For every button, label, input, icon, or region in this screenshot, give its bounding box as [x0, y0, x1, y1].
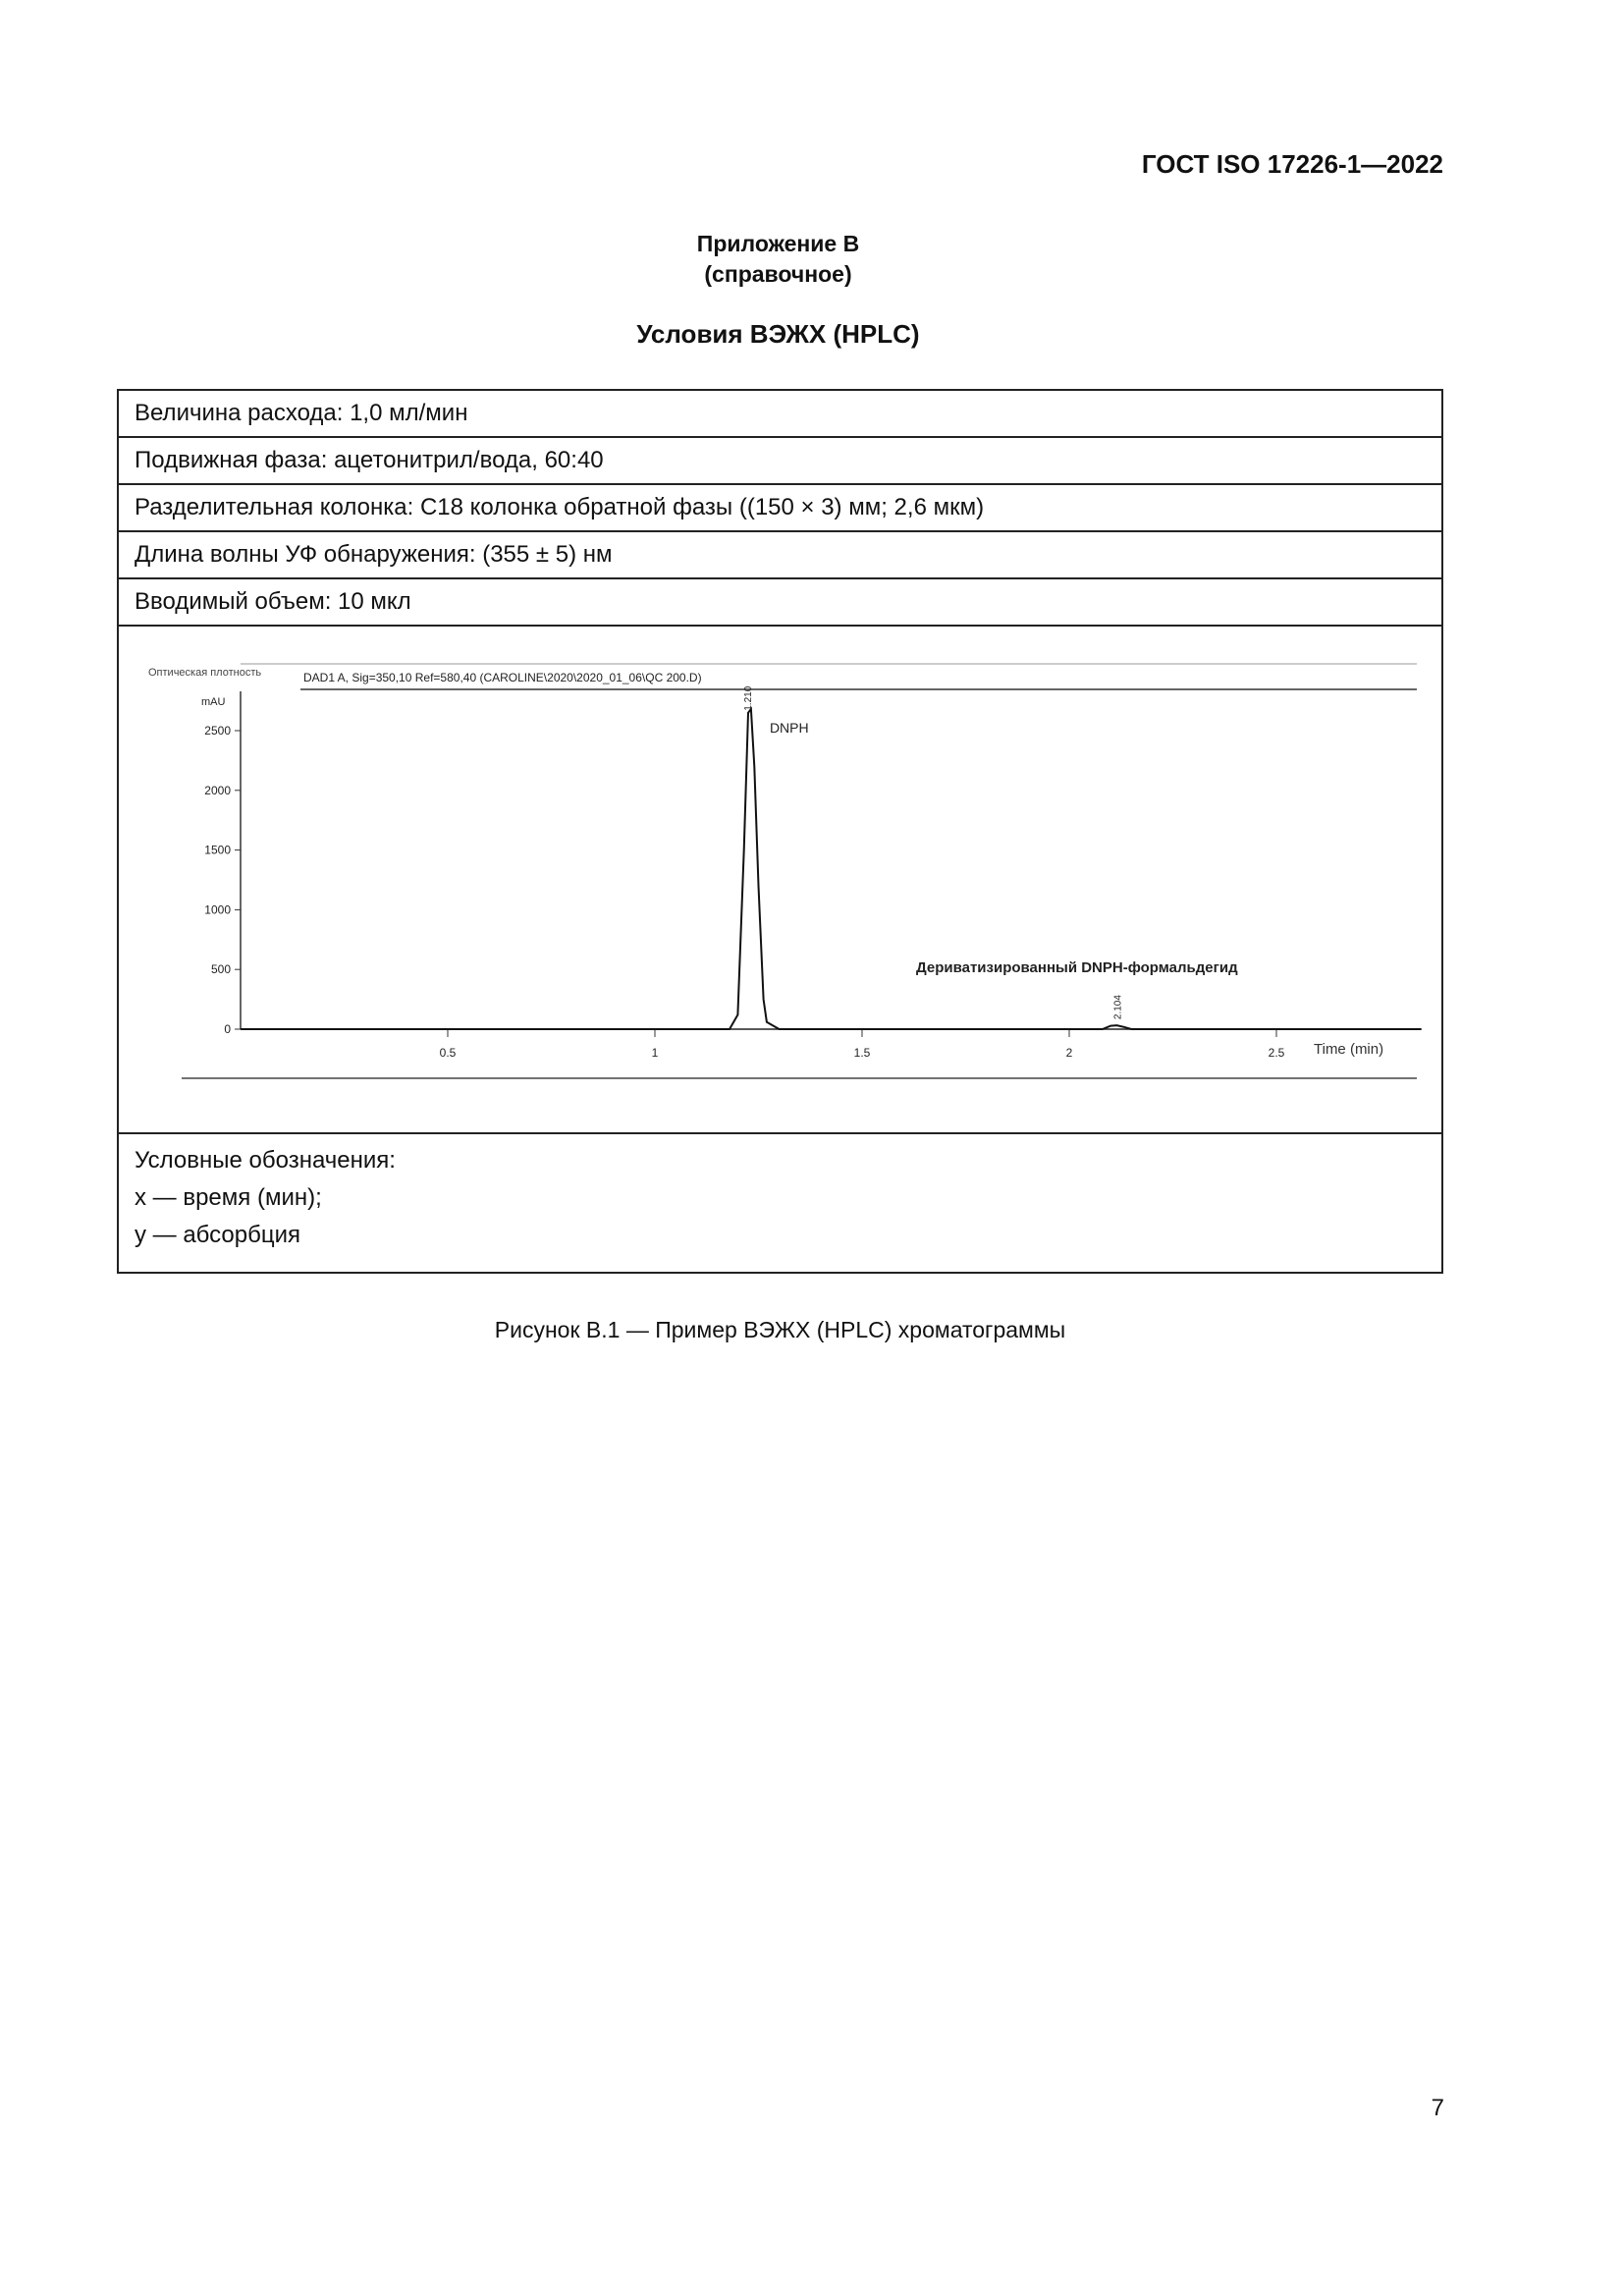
chart-axes: [204, 691, 1417, 1060]
figure-caption: Рисунок В.1 — Пример ВЭЖХ (HPLC) хроматограммы: [494, 1317, 1066, 1342]
x-tick-label: 2: [1065, 1046, 1073, 1060]
y-label-top: Оптическая плотность: [148, 667, 262, 679]
hplc-conditions-table: [117, 389, 1443, 1274]
condition-injection-volume: Вводимый объем: 10 мкл: [118, 578, 1442, 626]
condition-wavelength: Длина волны УФ обнаружения: (355 ± 5) нм: [118, 531, 1442, 578]
condition-row: [118, 578, 1442, 626]
annex-heading: [0, 229, 1556, 290]
legend-item-x: х — время (мин);: [135, 1184, 322, 1211]
chart-title: DAD1 A, Sig=350,10 Ref=580,40 (CAROLINE\2020\2020_01_06\QC 200.D): [303, 671, 702, 684]
condition-flow-rate: Величина расхода: 1,0 мл/мин: [118, 390, 1442, 437]
chart-series: [241, 709, 1422, 1029]
condition-row: [118, 531, 1442, 578]
chart-cell: [118, 626, 1442, 1133]
x-tick-label: 2.5: [1268, 1046, 1285, 1060]
y-unit-label: mAU: [201, 696, 226, 708]
chart-peak-labels: [743, 685, 1238, 1019]
peak-rt-label: 1.210: [742, 685, 754, 711]
y-tick-label: 2500: [204, 724, 231, 738]
condition-column: Разделительная колонка: С18 колонка обратной фазы ((150 × 3) мм; 2,6 мкм): [118, 484, 1442, 531]
page-number: 7: [1431, 2095, 1444, 2121]
y-tick-label: 500: [210, 962, 231, 977]
chart-row: [118, 626, 1442, 1133]
annex-status: (справочное): [704, 261, 852, 287]
legend-cell: [118, 1133, 1442, 1273]
condition-row: [118, 390, 1442, 437]
peak-rt-label: 2.104: [1112, 995, 1124, 1020]
annex-title: Приложение В: [696, 231, 860, 256]
y-tick-label: 0: [224, 1022, 231, 1036]
y-tick-label: 1500: [204, 843, 231, 857]
x-tick-label: 0.5: [439, 1046, 457, 1060]
standard-code: ГОСТ ISO 17226-1—2022: [1141, 149, 1443, 179]
peak-name-label: Дериватизированный DNPH-формальдегид: [916, 959, 1238, 976]
chromatogram-trace: [241, 709, 1422, 1029]
y-tick-label: 1000: [204, 902, 231, 917]
condition-row: [118, 437, 1442, 484]
condition-row: [118, 484, 1442, 531]
y-tick-label: 2000: [204, 783, 231, 797]
x-axis-label: Time (min): [1314, 1041, 1384, 1058]
x-tick-label: 1.5: [853, 1046, 871, 1060]
condition-mobile-phase: Подвижная фаза: ацетонитрил/вода, 60:40: [118, 437, 1442, 484]
section-title: Условия ВЭЖХ (HPLC): [636, 319, 920, 349]
peak-name-label: DNPH: [769, 719, 809, 736]
chromatogram-chart: [119, 627, 1441, 1125]
legend-row: [118, 1133, 1442, 1273]
legend-item-y: у — абсорбция: [135, 1222, 301, 1248]
x-tick-label: 1: [651, 1046, 659, 1060]
legend-title: Условные обозначения:: [135, 1147, 396, 1174]
